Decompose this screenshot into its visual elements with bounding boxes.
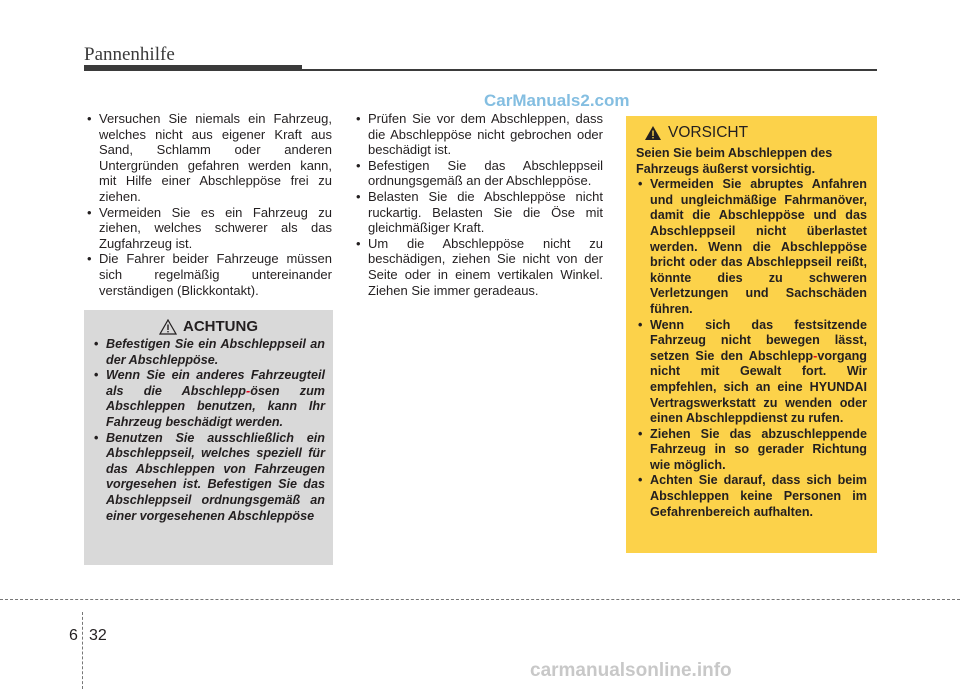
page-header-title: Pannenhilfe (84, 44, 175, 65)
warning-triangle-icon (159, 319, 177, 335)
footer-dashed-divider (82, 612, 83, 689)
header-rule-thin (302, 69, 877, 71)
hyphen-mark: - (813, 348, 818, 363)
list-item: • Ziehen Sie das abzuschleppende Fahrzeug in so gerader Richtung wie möglich. (636, 427, 867, 474)
warning-triangle-icon (644, 125, 662, 141)
header-rule-thick (84, 65, 302, 71)
vorsicht-item2-text: Wenn sich das festsitzende Fahrzeug nicht bewegen lässt, setzen Sie den Abschlepp (650, 317, 867, 363)
page-number: 32 (89, 627, 107, 644)
list-item: • Die Fahrer beider Fahrzeuge müssen sich regelmäßig untereinander verständigen (Blickkontakt). (84, 251, 332, 298)
left-column (84, 111, 332, 298)
list-item (636, 318, 867, 427)
list-item: • Versuchen Sie niemals ein Fahrzeug, welches nicht aus eigener Kraft aus Sand, Schlamm oder anderen Untergründen gefahren werden kann, mit Hilfe einer Abschleppöse frei zu ziehen. (84, 111, 332, 205)
list-item: • Achten Sie darauf, dass sich beim Abschleppen keine Personen im Gefahrenbereich aufhalten. (636, 473, 867, 520)
achtung-warning-box (84, 310, 333, 565)
vorsicht-header (644, 124, 867, 142)
middle-column (353, 111, 603, 298)
achtung-list (92, 337, 325, 524)
list-item: • Vermeiden Sie abruptes Anfahren und ungleichmäßige Fahrmanöver, damit die Abschleppöse und das Abschleppseil nicht überlastet werden. Wenn die Abschleppöse bricht oder das Abschleppseil reißt, könnte dies zu schweren Verletzungen und Sachschäden führen. (636, 177, 867, 317)
list-item: • Prüfen Sie vor dem Abschleppen, dass die Abschleppöse nicht gebrochen oder beschädigt ist. (353, 111, 603, 158)
list-item: • Um die Abschleppöse nicht zu beschädigen, ziehen Sie nicht von der Seite oder in einem vertikalen Winkel. Ziehen Sie immer geradeaus. (353, 236, 603, 298)
list-item: • Befestigen Sie ein Abschleppseil an der Abschleppöse. (92, 337, 325, 368)
list-item (92, 368, 325, 430)
hyphen-mark: - (246, 383, 251, 398)
vorsicht-title: VORSICHT (668, 124, 749, 141)
footer-dashed-rule (0, 599, 960, 600)
vorsicht-intro: Seien Sie beim Abschleppen des Fahrzeugs äußerst vorsichtig. (636, 146, 833, 176)
achtung-title: ACHTUNG (183, 318, 258, 335)
vorsicht-caution-box (626, 116, 877, 553)
left-bullet-list (84, 111, 332, 298)
achtung-header (92, 318, 325, 335)
list-item: • Vermeiden Sie es ein Fahrzeug zu ziehen, welches schwerer als das Zugfahrzeug ist. (84, 205, 332, 252)
middle-bullet-list (353, 111, 603, 298)
watermark-bottom: carmanualsonline.info (530, 660, 732, 681)
achtung-item2-text-cont: ösen zum Abschleppen benutzen, kann Ihr Fahrzeug beschädigt werden. (106, 383, 325, 429)
chapter-number: 6 (69, 627, 78, 644)
achtung-item2-text: Wenn Sie ein anderes Fahrzeugteil als die Abschlepp (106, 368, 325, 398)
list-item: • Belasten Sie die Abschleppöse nicht ruckartig. Belasten Sie die Öse mit gleichmäßiger Kraft. (353, 189, 603, 236)
list-item: • Benutzen Sie ausschließlich ein Abschleppseil, welches speziell für das Abschleppen von Fahrzeugen vorgesehen ist. Befestigen Sie das Abschleppseil ordnungsgemäß an einer vorgesehenen Abschleppöse (92, 431, 325, 525)
list-item: • Befestigen Sie das Abschleppseil ordnungsgemäß an der Abschleppöse. (353, 158, 603, 189)
watermark-top: CarManuals2.com (484, 91, 630, 110)
vorsicht-list (636, 177, 867, 520)
vorsicht-item2-text-cont: vorgang nicht mit Gewalt fort. Wir empfehlen, sich an eine HYUNDAI Vertragswerkstatt zu wenden oder einen Abschleppdienst zu rufen. (650, 348, 867, 426)
